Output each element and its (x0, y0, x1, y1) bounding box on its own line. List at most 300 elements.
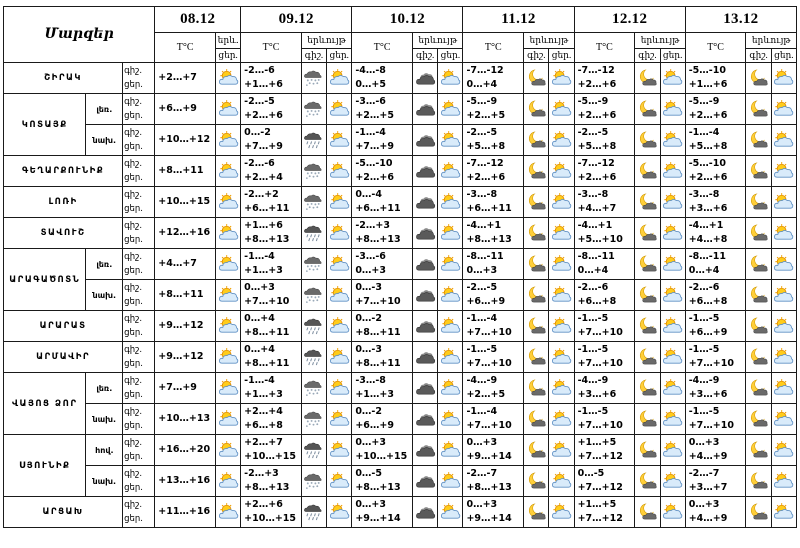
day-weather-cell (215, 187, 240, 218)
partly-sunny-icon (662, 193, 683, 211)
night-label: գիշ. (124, 283, 143, 293)
night-weather-cell (524, 497, 549, 528)
day-temperature: +6…+9 (355, 420, 394, 431)
night-label: գիշ. (124, 221, 143, 231)
night-temperature: -2…-7 (466, 468, 498, 479)
temperature-cell (574, 342, 635, 373)
day-weather-cell (549, 218, 574, 249)
day-weather-cell (438, 280, 463, 311)
partly-sunny-icon (329, 100, 350, 118)
daypart-labels (123, 466, 155, 497)
night-weather-cell (746, 63, 771, 94)
partly-cloudy-night-icon (637, 224, 658, 242)
day-temperature: +9…+14 (466, 451, 512, 462)
night-temperature: 0…-2 (355, 406, 382, 417)
partly-sunny-icon (662, 69, 683, 87)
temperature-cell (352, 94, 413, 125)
day-weather-cell (771, 466, 796, 497)
night-temperature: -1…-5 (466, 344, 498, 355)
day-temperature: +8…+11 (244, 327, 290, 338)
temperature-cell (241, 373, 302, 404)
cloudy-icon (415, 131, 436, 149)
partly-cloudy-night-icon (748, 286, 769, 304)
partly-cloudy-night-icon (526, 317, 547, 335)
night-weather-cell (524, 63, 549, 94)
day-temperature: +4…+9 (688, 513, 728, 524)
elevation-zone: լեռ. (86, 249, 123, 280)
day-temperature: +3…+7 (688, 482, 728, 493)
cloudy-icon (415, 255, 436, 273)
partly-cloudy-night-icon (526, 286, 547, 304)
region-row (4, 156, 797, 187)
day-weather-cell (549, 156, 574, 187)
night-weather-cell (413, 94, 438, 125)
day-label: ցեր. (124, 421, 143, 431)
partly-sunny-icon (218, 472, 239, 490)
weather-header: երևույթ (635, 33, 685, 49)
night-temperature: +1…+5 (577, 499, 617, 510)
partly-sunny-icon (440, 100, 461, 118)
night-weather-cell (301, 497, 326, 528)
temperature-cell (241, 94, 302, 125)
partly-sunny-icon (551, 348, 572, 366)
temperature-cell (685, 249, 746, 280)
temperature-cell (241, 466, 302, 497)
night-temperature: 0…+3 (688, 499, 720, 510)
night-weather-cell (524, 218, 549, 249)
partly-sunny-icon (551, 69, 572, 87)
day-temperature: +6…+11 (244, 203, 290, 214)
day-weather-cell (438, 404, 463, 435)
partly-sunny-icon (218, 69, 239, 87)
daypart-labels (123, 280, 155, 311)
temperature-cell (463, 249, 524, 280)
day-temperature: +7…+10 (466, 327, 512, 338)
elevation-zone: լեռ. (86, 94, 123, 125)
temperature-cell (155, 497, 216, 528)
night-temperature: +1…+5 (577, 437, 617, 448)
day-temperature: +2…+6 (244, 110, 283, 121)
day-temperature: +10…+12 (158, 134, 211, 145)
night-weather-cell (746, 218, 771, 249)
night-temperature: -8…-11 (577, 251, 615, 262)
partly-cloudy-night-icon (526, 131, 547, 149)
day-temperature: +2…+5 (466, 110, 506, 121)
night-temperature: 0…-5 (577, 468, 605, 479)
day-temperature: 0…+4 (688, 265, 720, 276)
day-weather-cell (327, 280, 352, 311)
day-weather-cell (438, 63, 463, 94)
temperature-cell (155, 342, 216, 373)
night-weather-cell (301, 311, 326, 342)
night-weather-cell (301, 280, 326, 311)
day-weather-cell (549, 311, 574, 342)
night-header: գիշ. (413, 49, 438, 63)
day-temperature: +6…+11 (355, 203, 401, 214)
partly-sunny-icon (662, 162, 683, 180)
daypart-labels (123, 497, 155, 528)
partly-cloudy-night-icon (637, 193, 658, 211)
night-weather-cell (524, 404, 549, 435)
partly-cloudy-night-icon (637, 410, 658, 428)
weather-header: երևույթ (746, 33, 797, 49)
temperature-cell (685, 156, 746, 187)
partly-cloudy-night-icon (526, 348, 547, 366)
day-weather-cell (438, 125, 463, 156)
night-weather-cell (635, 156, 660, 187)
night-weather-cell (413, 342, 438, 373)
night-weather-cell (746, 125, 771, 156)
night-weather-cell (301, 63, 326, 94)
day-weather-cell (327, 373, 352, 404)
daypart-labels (123, 63, 155, 94)
day-weather-cell (660, 280, 685, 311)
day-weather-cell (549, 63, 574, 94)
day-temperature: 0…+3 (355, 265, 386, 276)
partly-cloudy-night-icon (526, 410, 547, 428)
night-weather-cell (635, 249, 660, 280)
day-temperature: +2…+6 (688, 110, 728, 121)
temperature-cell (574, 280, 635, 311)
day-weather-cell (215, 342, 240, 373)
partly-sunny-icon (329, 503, 350, 521)
partly-cloudy-night-icon (526, 503, 547, 521)
day-weather-cell (660, 404, 685, 435)
day-weather-cell (660, 63, 685, 94)
temperature-cell (685, 373, 746, 404)
temperature-cell (352, 497, 413, 528)
partly-sunny-icon (329, 410, 350, 428)
day-temperature: +8…+13 (466, 234, 512, 245)
night-temperature: -2…-7 (688, 468, 720, 479)
day-temperature: +7…+9 (244, 141, 283, 152)
partly-sunny-icon (773, 286, 794, 304)
temperature-cell (574, 125, 635, 156)
date-header: 13.12 (685, 7, 796, 33)
night-temperature: -5…-9 (688, 96, 720, 107)
day-temperature: +2…+6 (577, 79, 617, 90)
night-weather-cell (413, 435, 438, 466)
temperature-header: T°C (463, 33, 524, 63)
region-row (4, 342, 797, 373)
region-name: ԼՈՌԻ (4, 187, 123, 218)
daypart-labels (123, 218, 155, 249)
partly-cloudy-night-icon (637, 255, 658, 273)
snow-cloud-icon (303, 100, 324, 118)
day-weather-cell (327, 125, 352, 156)
day-temperature: +11…+16 (158, 506, 211, 517)
temperature-cell (685, 466, 746, 497)
day-temperature: +3…+6 (688, 203, 728, 214)
partly-sunny-icon (773, 131, 794, 149)
temperature-cell (155, 280, 216, 311)
partly-sunny-icon (440, 69, 461, 87)
temperature-cell (241, 342, 302, 373)
weather-header: երևույթ (301, 33, 351, 49)
daypart-labels (123, 156, 155, 187)
temperature-cell (241, 497, 302, 528)
cloudy-icon (415, 193, 436, 211)
region-row (4, 280, 797, 311)
night-temperature: -2…-5 (466, 282, 498, 293)
temperature-cell (155, 125, 216, 156)
region-row (4, 218, 797, 249)
region-row (4, 466, 797, 497)
partly-cloudy-night-icon (526, 193, 547, 211)
partly-cloudy-night-icon (748, 317, 769, 335)
temperature-cell (463, 373, 524, 404)
temperature-cell (463, 280, 524, 311)
temperature-cell (155, 373, 216, 404)
day-temperature: +8…+13 (355, 234, 401, 245)
night-label: գիշ. (124, 469, 143, 479)
partly-cloudy-night-icon (748, 100, 769, 118)
night-weather-cell (413, 373, 438, 404)
day-weather-cell (215, 435, 240, 466)
partly-sunny-icon (662, 410, 683, 428)
night-weather-cell (413, 466, 438, 497)
day-temperature: +2…+6 (466, 172, 506, 183)
night-label: գիշ. (124, 438, 143, 448)
day-weather-cell (660, 218, 685, 249)
night-weather-cell (301, 435, 326, 466)
partly-cloudy-night-icon (637, 348, 658, 366)
temperature-cell (463, 311, 524, 342)
day-label: ցեր. (124, 80, 143, 90)
partly-sunny-icon (440, 193, 461, 211)
night-header: գիշ. (746, 49, 771, 63)
night-weather-cell (524, 466, 549, 497)
day-temperature: +6…+11 (466, 203, 512, 214)
temperature-cell (155, 187, 216, 218)
day-weather-cell (327, 218, 352, 249)
night-temperature: -2…-6 (244, 65, 275, 76)
night-weather-cell (635, 94, 660, 125)
day-weather-cell (327, 187, 352, 218)
night-temperature: -1…-4 (244, 375, 275, 386)
day-temperature: 0…+4 (577, 265, 609, 276)
night-weather-cell (524, 342, 549, 373)
partly-sunny-icon (773, 162, 794, 180)
day-weather-cell (771, 218, 796, 249)
partly-sunny-icon (662, 317, 683, 335)
day-temperature: +8…+13 (355, 482, 401, 493)
temperature-header: T°C (241, 33, 302, 63)
day-temperature: +7…+9 (355, 141, 394, 152)
temperature-cell (352, 373, 413, 404)
day-weather-cell (771, 125, 796, 156)
partly-sunny-icon (440, 317, 461, 335)
day-weather-cell (438, 435, 463, 466)
day-temperature: +8…+11 (355, 327, 401, 338)
partly-sunny-icon (551, 503, 572, 521)
partly-sunny-icon (218, 162, 239, 180)
rain-cloud-icon (303, 131, 324, 149)
day-temperature: +5…+8 (466, 141, 506, 152)
partly-cloudy-night-icon (526, 69, 547, 87)
partly-cloudy-night-icon (748, 162, 769, 180)
night-temperature: -2…+3 (355, 220, 390, 231)
day-temperature: 0…+4 (466, 79, 498, 90)
partly-cloudy-night-icon (637, 131, 658, 149)
night-temperature: +2…+6 (244, 499, 283, 510)
night-temperature: 0…-3 (355, 344, 382, 355)
day-temperature: +8…+11 (158, 289, 204, 300)
region-row (4, 404, 797, 435)
day-weather-cell (660, 94, 685, 125)
night-temperature: -1…-5 (577, 406, 609, 417)
partly-sunny-icon (662, 472, 683, 490)
day-temperature: +5…+8 (688, 141, 728, 152)
temperature-cell (241, 404, 302, 435)
day-temperature: +2…+6 (577, 172, 617, 183)
region-row (4, 187, 797, 218)
partly-sunny-icon (440, 503, 461, 521)
night-weather-cell (301, 156, 326, 187)
partly-cloudy-night-icon (637, 286, 658, 304)
temperature-cell (352, 342, 413, 373)
region-name: ՇԻՐԱԿ (4, 63, 123, 94)
night-temperature: -1…-5 (688, 406, 720, 417)
cloudy-icon (415, 286, 436, 304)
day-weather-cell (549, 249, 574, 280)
temperature-cell (574, 466, 635, 497)
day-temperature: +1…+6 (688, 79, 728, 90)
day-label: ցեր. (124, 328, 143, 338)
partly-cloudy-night-icon (637, 100, 658, 118)
night-temperature: -3…-8 (688, 189, 720, 200)
day-weather-cell (438, 466, 463, 497)
partly-sunny-icon (773, 317, 794, 335)
temperature-cell (352, 435, 413, 466)
day-weather-cell (660, 466, 685, 497)
night-temperature: -4…-9 (577, 375, 609, 386)
daypart-labels (123, 342, 155, 373)
elevation-zone: լեռ. (86, 373, 123, 404)
night-weather-cell (524, 94, 549, 125)
night-weather-cell (746, 404, 771, 435)
day-weather-cell (327, 63, 352, 94)
day-temperature: +6…+9 (466, 296, 506, 307)
partly-sunny-icon (773, 379, 794, 397)
night-temperature: 0…-3 (355, 282, 382, 293)
night-temperature: -5…-10 (688, 65, 726, 76)
day-label: ցեր. (124, 359, 143, 369)
day-temperature: +7…+10 (688, 420, 734, 431)
day-weather-cell (771, 404, 796, 435)
night-temperature: 0…-2 (355, 313, 382, 324)
partly-sunny-icon (329, 472, 350, 490)
temperature-cell (463, 466, 524, 497)
night-weather-cell (746, 94, 771, 125)
temperature-cell (574, 404, 635, 435)
temperature-cell (463, 435, 524, 466)
partly-cloudy-night-icon (637, 162, 658, 180)
day-weather-cell (549, 187, 574, 218)
day-weather-cell (771, 187, 796, 218)
partly-cloudy-night-icon (637, 379, 658, 397)
night-weather-cell (524, 125, 549, 156)
night-weather-cell (746, 466, 771, 497)
day-weather-cell (549, 435, 574, 466)
day-temperature: +1…+6 (244, 79, 283, 90)
temperature-cell (463, 187, 524, 218)
partly-sunny-icon (551, 379, 572, 397)
partly-cloudy-night-icon (526, 162, 547, 180)
day-weather-cell (771, 94, 796, 125)
partly-sunny-icon (440, 472, 461, 490)
day-weather-cell (215, 404, 240, 435)
day-header: ցեր. (771, 49, 796, 63)
temperature-header: T°C (155, 33, 216, 63)
night-temperature: 0…+3 (466, 437, 498, 448)
partly-sunny-icon (440, 441, 461, 459)
partly-sunny-icon (329, 379, 350, 397)
partly-cloudy-night-icon (526, 379, 547, 397)
partly-sunny-icon (662, 224, 683, 242)
day-weather-cell (215, 497, 240, 528)
partly-sunny-icon (329, 224, 350, 242)
day-temperature: 0…+5 (355, 79, 386, 90)
partly-sunny-icon (218, 379, 239, 397)
night-weather-cell (635, 373, 660, 404)
temperature-cell (685, 435, 746, 466)
day-weather-cell (771, 249, 796, 280)
day-label: ցեր. (124, 514, 143, 524)
day-weather-cell (771, 373, 796, 404)
night-weather-cell (635, 218, 660, 249)
night-temperature: -2…+3 (244, 468, 279, 479)
day-weather-cell (327, 497, 352, 528)
temperature-cell (574, 311, 635, 342)
partly-cloudy-night-icon (748, 348, 769, 366)
temperature-cell (574, 435, 635, 466)
night-temperature: -1…-5 (577, 344, 609, 355)
day-temperature: +7…+10 (577, 358, 623, 369)
region-name: ՏԱՎՈՒՇ (4, 218, 123, 249)
night-weather-cell (635, 311, 660, 342)
day-label: ցեր. (124, 452, 143, 462)
day-temperature: +13…+16 (158, 475, 211, 486)
partly-sunny-icon (329, 131, 350, 149)
temperature-cell (241, 280, 302, 311)
temperature-cell (155, 63, 216, 94)
night-weather-cell (413, 280, 438, 311)
partly-sunny-icon (440, 224, 461, 242)
night-weather-cell (746, 249, 771, 280)
day-weather-cell (771, 280, 796, 311)
temperature-cell (155, 435, 216, 466)
rain-cloud-icon (303, 441, 324, 459)
night-temperature: -3…-8 (355, 375, 386, 386)
day-temperature: +1…+3 (355, 389, 394, 400)
day-weather-cell (660, 373, 685, 404)
temperature-cell (685, 311, 746, 342)
forecast-table (3, 6, 797, 528)
night-weather-cell (524, 187, 549, 218)
night-header: գիշ. (635, 49, 660, 63)
partly-sunny-icon (773, 472, 794, 490)
night-weather-cell (413, 187, 438, 218)
night-weather-cell (301, 466, 326, 497)
night-temperature: -7…-12 (466, 65, 504, 76)
day-weather-cell (438, 156, 463, 187)
day-weather-cell (327, 342, 352, 373)
partly-sunny-icon (662, 441, 683, 459)
partly-sunny-icon (662, 100, 683, 118)
partly-sunny-icon (551, 131, 572, 149)
temperature-cell (685, 280, 746, 311)
